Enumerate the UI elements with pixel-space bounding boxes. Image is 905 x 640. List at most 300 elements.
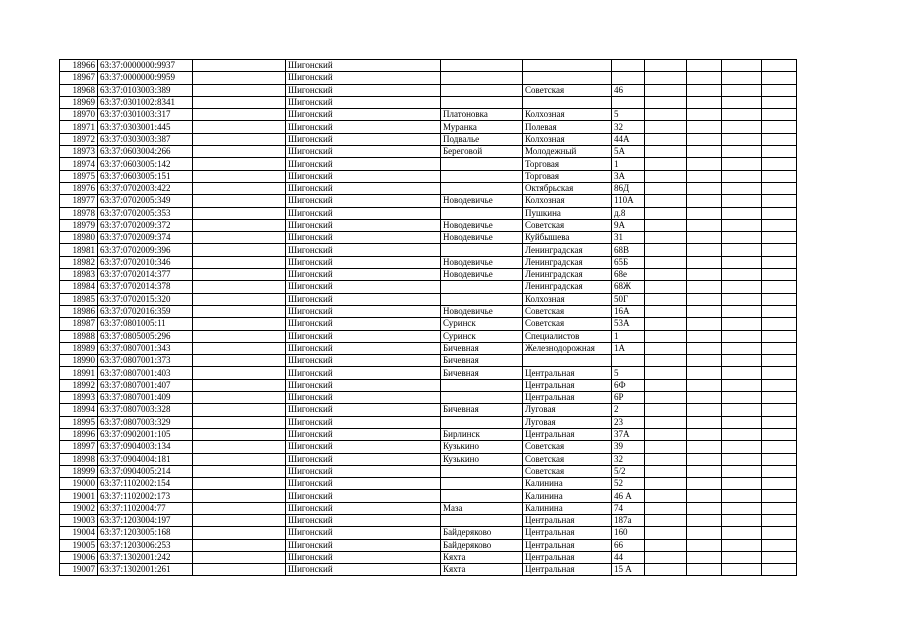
blank-cell (762, 564, 797, 576)
blank-cell (193, 416, 286, 428)
blank-cell (722, 428, 762, 440)
house-number-cell: 5 (612, 109, 645, 121)
district-cell: Шигонский (286, 60, 441, 72)
house-number-cell: 53А (612, 318, 645, 330)
blank-cell (722, 539, 762, 551)
district-cell: Шигонский (286, 502, 441, 514)
cadastral-number-cell: 63:37:0805005:296 (98, 330, 193, 342)
settlement-cell (441, 281, 523, 293)
table-row (60, 514, 797, 526)
district-cell: Шигонский (286, 392, 441, 404)
settlement-cell (441, 170, 523, 182)
table-row (60, 219, 797, 231)
blank-cell (722, 293, 762, 305)
row-number-cell: 19007 (60, 564, 98, 576)
blank-cell (722, 232, 762, 244)
blank-cell (193, 244, 286, 256)
blank-cell (722, 551, 762, 563)
street-cell: Полевая (523, 121, 612, 133)
blank-cell (645, 232, 687, 244)
blank-cell (645, 72, 687, 84)
blank-cell (645, 367, 687, 379)
district-cell: Шигонский (286, 109, 441, 121)
table-row (60, 244, 797, 256)
row-number-cell: 18988 (60, 330, 98, 342)
street-cell: Колхозная (523, 293, 612, 305)
blank-cell (722, 170, 762, 182)
settlement-cell (441, 514, 523, 526)
settlement-cell (441, 416, 523, 428)
row-number-cell: 18990 (60, 355, 98, 367)
blank-cell (762, 207, 797, 219)
row-number-cell: 18974 (60, 158, 98, 170)
cadastral-number-cell: 63:37:0807001:403 (98, 367, 193, 379)
blank-cell (722, 453, 762, 465)
blank-cell (687, 404, 722, 416)
district-cell: Шигонский (286, 232, 441, 244)
blank-cell (645, 527, 687, 539)
house-number-cell: 68Ж (612, 281, 645, 293)
blank-cell (722, 318, 762, 330)
street-cell (523, 96, 612, 108)
table-row (60, 330, 797, 342)
blank-cell (687, 207, 722, 219)
blank-cell (722, 96, 762, 108)
cadastral-number-cell: 63:37:0301002:8341 (98, 96, 193, 108)
blank-cell (645, 502, 687, 514)
district-cell: Шигонский (286, 416, 441, 428)
blank-cell (722, 478, 762, 490)
blank-cell (687, 342, 722, 354)
blank-cell (645, 60, 687, 72)
blank-cell (722, 392, 762, 404)
blank-cell (722, 133, 762, 145)
house-number-cell: 50Г (612, 293, 645, 305)
blank-cell (687, 305, 722, 317)
blank-cell (762, 502, 797, 514)
cadastral-number-cell: 63:37:0807001:409 (98, 392, 193, 404)
house-number-cell: 187а (612, 514, 645, 526)
blank-cell (687, 121, 722, 133)
house-number-cell: 32 (612, 121, 645, 133)
district-cell: Шигонский (286, 342, 441, 354)
house-number-cell: 5А (612, 146, 645, 158)
blank-cell (645, 146, 687, 158)
street-cell: Калинина (523, 478, 612, 490)
house-number-cell: 31 (612, 232, 645, 244)
blank-cell (762, 232, 797, 244)
row-number-cell: 18982 (60, 256, 98, 268)
blank-cell (193, 330, 286, 342)
settlement-cell: Кяхта (441, 551, 523, 563)
blank-cell (722, 269, 762, 281)
street-cell: Центральная (523, 527, 612, 539)
blank-cell (687, 392, 722, 404)
blank-cell (762, 244, 797, 256)
blank-cell (722, 219, 762, 231)
blank-cell (762, 72, 797, 84)
blank-cell (645, 133, 687, 145)
house-number-cell: 2 (612, 404, 645, 416)
cadastral-number-cell: 63:37:0603004:266 (98, 146, 193, 158)
cadastral-number-cell: 63:37:1203004:197 (98, 514, 193, 526)
settlement-cell (441, 478, 523, 490)
blank-cell (645, 551, 687, 563)
blank-cell (762, 514, 797, 526)
blank-cell (722, 527, 762, 539)
table-row (60, 551, 797, 563)
row-number-cell: 18984 (60, 281, 98, 293)
house-number-cell: 1А (612, 342, 645, 354)
row-number-cell: 18976 (60, 182, 98, 194)
blank-cell (687, 441, 722, 453)
blank-cell (722, 72, 762, 84)
cadastral-number-cell: 63:37:0902001:105 (98, 428, 193, 440)
street-cell: Колхозная (523, 133, 612, 145)
house-number-cell: 23 (612, 416, 645, 428)
district-cell: Шигонский (286, 318, 441, 330)
blank-cell (193, 441, 286, 453)
settlement-cell (441, 158, 523, 170)
settlement-cell: Кузькино (441, 453, 523, 465)
blank-cell (193, 527, 286, 539)
blank-cell (762, 416, 797, 428)
blank-cell (645, 355, 687, 367)
blank-cell (762, 109, 797, 121)
blank-cell (687, 564, 722, 576)
settlement-cell (441, 72, 523, 84)
settlement-cell: Бичевная (441, 342, 523, 354)
blank-cell (687, 514, 722, 526)
cadastral-number-cell: 63:37:0807001:407 (98, 379, 193, 391)
blank-cell (645, 392, 687, 404)
district-cell: Шигонский (286, 514, 441, 526)
blank-cell (687, 293, 722, 305)
table-row (60, 281, 797, 293)
street-cell: Железнодорожная (523, 342, 612, 354)
blank-cell (762, 293, 797, 305)
cadastral-number-cell: 63:37:0904005:214 (98, 465, 193, 477)
street-cell: Центральная (523, 539, 612, 551)
blank-cell (687, 465, 722, 477)
blank-cell (762, 195, 797, 207)
blank-cell (193, 232, 286, 244)
blank-cell (762, 478, 797, 490)
district-cell: Шигонский (286, 170, 441, 182)
blank-cell (687, 84, 722, 96)
table-row (60, 121, 797, 133)
cadastral-number-cell: 63:37:0103003:389 (98, 84, 193, 96)
blank-cell (762, 133, 797, 145)
blank-cell (687, 367, 722, 379)
street-cell: Центральная (523, 379, 612, 391)
blank-cell (762, 256, 797, 268)
house-number-cell: 3А (612, 170, 645, 182)
settlement-cell: Новодевичье (441, 232, 523, 244)
blank-cell (193, 96, 286, 108)
blank-cell (722, 404, 762, 416)
row-number-cell: 18980 (60, 232, 98, 244)
street-cell: Центральная (523, 367, 612, 379)
blank-cell (762, 219, 797, 231)
table-row (60, 269, 797, 281)
blank-cell (762, 121, 797, 133)
house-number-cell: д.8 (612, 207, 645, 219)
street-cell: Колхозная (523, 195, 612, 207)
row-number-cell: 19004 (60, 527, 98, 539)
table-row (60, 72, 797, 84)
street-cell: Торговая (523, 170, 612, 182)
district-cell: Шигонский (286, 404, 441, 416)
blank-cell (193, 318, 286, 330)
blank-cell (193, 182, 286, 194)
row-number-cell: 18977 (60, 195, 98, 207)
table-row (60, 379, 797, 391)
street-cell: Советская (523, 219, 612, 231)
blank-cell (762, 158, 797, 170)
blank-cell (722, 256, 762, 268)
street-cell: Специалистов (523, 330, 612, 342)
district-cell: Шигонский (286, 305, 441, 317)
cadastral-number-cell: 63:37:0702014:377 (98, 269, 193, 281)
cadastral-number-cell: 63:37:0904004:181 (98, 453, 193, 465)
cadastral-number-cell: 63:37:0000000:9959 (98, 72, 193, 84)
blank-cell (687, 256, 722, 268)
blank-cell (193, 465, 286, 477)
table-row (60, 109, 797, 121)
blank-cell (722, 305, 762, 317)
blank-cell (687, 72, 722, 84)
row-number-cell: 18987 (60, 318, 98, 330)
blank-cell (193, 84, 286, 96)
row-number-cell: 19003 (60, 514, 98, 526)
settlement-cell: Новодевичье (441, 305, 523, 317)
house-number-cell: 37А (612, 428, 645, 440)
table-row (60, 293, 797, 305)
blank-cell (645, 182, 687, 194)
blank-cell (762, 367, 797, 379)
cadastral-number-cell: 63:37:0702003:422 (98, 182, 193, 194)
table-row (60, 502, 797, 514)
district-cell: Шигонский (286, 158, 441, 170)
blank-cell (687, 490, 722, 502)
blank-cell (687, 527, 722, 539)
cadastral-number-cell: 63:37:0702016:359 (98, 305, 193, 317)
row-number-cell: 18991 (60, 367, 98, 379)
settlement-cell: Байдеряково (441, 539, 523, 551)
street-cell: Советская (523, 465, 612, 477)
blank-cell (193, 60, 286, 72)
blank-cell (193, 281, 286, 293)
street-cell: Ленинградская (523, 281, 612, 293)
blank-cell (687, 146, 722, 158)
district-cell: Шигонский (286, 367, 441, 379)
table-row (60, 478, 797, 490)
settlement-cell (441, 207, 523, 219)
table-row (60, 367, 797, 379)
house-number-cell: 160 (612, 527, 645, 539)
blank-cell (193, 355, 286, 367)
settlement-cell: Муранка (441, 121, 523, 133)
house-number-cell: 16А (612, 305, 645, 317)
blank-cell (193, 219, 286, 231)
house-number-cell: 74 (612, 502, 645, 514)
blank-cell (193, 121, 286, 133)
blank-cell (193, 502, 286, 514)
blank-cell (762, 453, 797, 465)
blank-cell (722, 379, 762, 391)
settlement-cell (441, 244, 523, 256)
blank-cell (722, 465, 762, 477)
table-row (60, 416, 797, 428)
row-number-cell: 19002 (60, 502, 98, 514)
district-cell: Шигонский (286, 330, 441, 342)
row-number-cell: 18967 (60, 72, 98, 84)
district-cell: Шигонский (286, 146, 441, 158)
settlement-cell: Маза (441, 502, 523, 514)
blank-cell (193, 305, 286, 317)
house-number-cell: 46 (612, 84, 645, 96)
row-number-cell: 18975 (60, 170, 98, 182)
row-number-cell: 18968 (60, 84, 98, 96)
row-number-cell: 18998 (60, 453, 98, 465)
blank-cell (193, 256, 286, 268)
blank-cell (687, 96, 722, 108)
district-cell: Шигонский (286, 195, 441, 207)
table-row (60, 207, 797, 219)
blank-cell (645, 269, 687, 281)
settlement-cell (441, 392, 523, 404)
blank-cell (762, 465, 797, 477)
blank-cell (687, 416, 722, 428)
blank-cell (645, 121, 687, 133)
blank-cell (687, 281, 722, 293)
cadastral-number-cell: 63:37:0702010:346 (98, 256, 193, 268)
settlement-cell (441, 84, 523, 96)
blank-cell (645, 207, 687, 219)
street-cell: Пушкина (523, 207, 612, 219)
cadastral-number-cell: 63:37:0807001:343 (98, 342, 193, 354)
blank-cell (645, 379, 687, 391)
blank-cell (687, 539, 722, 551)
district-cell: Шигонский (286, 465, 441, 477)
blank-cell (762, 392, 797, 404)
settlement-cell (441, 182, 523, 194)
blank-cell (645, 478, 687, 490)
blank-cell (645, 490, 687, 502)
street-cell: Центральная (523, 564, 612, 576)
blank-cell (645, 539, 687, 551)
table-row (60, 133, 797, 145)
street-cell: Советская (523, 441, 612, 453)
blank-cell (687, 318, 722, 330)
row-number-cell: 18972 (60, 133, 98, 145)
house-number-cell: 68В (612, 244, 645, 256)
cadastral-number-cell: 63:37:0801005:11 (98, 318, 193, 330)
house-number-cell (612, 355, 645, 367)
cadastral-number-cell: 63:37:0807001:373 (98, 355, 193, 367)
street-cell: Торговая (523, 158, 612, 170)
house-number-cell: 15 А (612, 564, 645, 576)
table-row (60, 453, 797, 465)
row-number-cell: 19005 (60, 539, 98, 551)
settlement-cell: Кузькино (441, 441, 523, 453)
blank-cell (193, 428, 286, 440)
district-cell: Шигонский (286, 551, 441, 563)
row-number-cell: 18970 (60, 109, 98, 121)
blank-cell (645, 441, 687, 453)
cadastral-number-cell: 63:37:0807003:328 (98, 404, 193, 416)
street-cell: Калинина (523, 502, 612, 514)
settlement-cell: Платоновка (441, 109, 523, 121)
house-number-cell: 6Р (612, 392, 645, 404)
street-cell: Советская (523, 453, 612, 465)
street-cell (523, 355, 612, 367)
cadastral-number-cell: 63:37:0301003:317 (98, 109, 193, 121)
cadastral-number-cell: 63:37:0303001:445 (98, 121, 193, 133)
table-row (60, 256, 797, 268)
blank-cell (645, 109, 687, 121)
street-cell: Молодежный (523, 146, 612, 158)
row-number-cell: 19000 (60, 478, 98, 490)
district-cell: Шигонский (286, 281, 441, 293)
street-cell: Колхозная (523, 109, 612, 121)
house-number-cell: 52 (612, 478, 645, 490)
blank-cell (193, 342, 286, 354)
row-number-cell: 18995 (60, 416, 98, 428)
house-number-cell: 110А (612, 195, 645, 207)
district-cell: Шигонский (286, 355, 441, 367)
blank-cell (193, 478, 286, 490)
cadastral-number-cell: 63:37:0000000:9937 (98, 60, 193, 72)
table-row (60, 441, 797, 453)
settlement-cell (441, 96, 523, 108)
blank-cell (762, 355, 797, 367)
blank-cell (762, 146, 797, 158)
blank-cell (687, 379, 722, 391)
blank-cell (722, 182, 762, 194)
district-cell: Шигонский (286, 207, 441, 219)
row-number-cell: 18973 (60, 146, 98, 158)
settlement-cell (441, 293, 523, 305)
table-row (60, 539, 797, 551)
blank-cell (645, 256, 687, 268)
cadastral-number-cell: 63:37:1203005:168 (98, 527, 193, 539)
table-body (60, 60, 797, 576)
settlement-cell: Байдеряково (441, 527, 523, 539)
row-number-cell: 18997 (60, 441, 98, 453)
blank-cell (645, 318, 687, 330)
street-cell: Советская (523, 305, 612, 317)
blank-cell (193, 195, 286, 207)
row-number-cell: 18983 (60, 269, 98, 281)
blank-cell (762, 269, 797, 281)
settlement-cell (441, 465, 523, 477)
blank-cell (687, 502, 722, 514)
table-row (60, 305, 797, 317)
row-number-cell: 18971 (60, 121, 98, 133)
blank-cell (762, 490, 797, 502)
table-row (60, 490, 797, 502)
blank-cell (762, 96, 797, 108)
blank-cell (687, 478, 722, 490)
cadastral-number-cell: 63:37:0702005:349 (98, 195, 193, 207)
house-number-cell: 1 (612, 158, 645, 170)
blank-cell (687, 60, 722, 72)
settlement-cell: Суринск (441, 330, 523, 342)
table-row (60, 428, 797, 440)
row-number-cell: 18993 (60, 392, 98, 404)
